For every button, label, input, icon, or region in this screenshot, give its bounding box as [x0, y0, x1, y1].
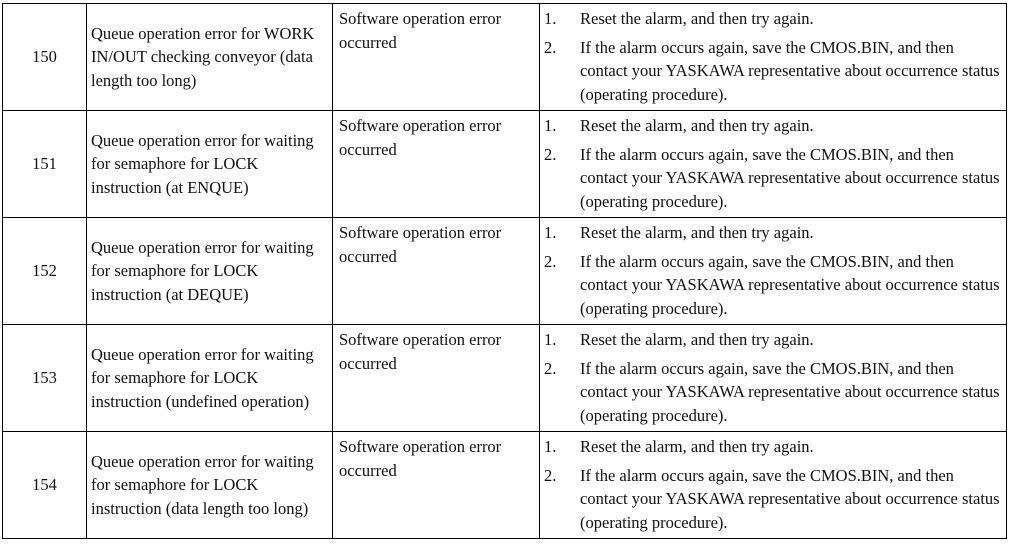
step-text: If the alarm occurs again, save the CMOS.BIN, and then contact your YASKAWA representative about occurrence status (operating procedure).	[580, 37, 1000, 104]
table-row	[3, 4, 1007, 111]
alarm-name-cell	[87, 218, 333, 325]
remedy-step	[544, 7, 1000, 31]
step-text: Reset the alarm, and then try again.	[580, 9, 814, 28]
step-text: Reset the alarm, and then try again.	[580, 330, 814, 349]
alarm-cause: Software operation error occurred	[339, 9, 502, 52]
table-row	[3, 218, 1007, 325]
step-number: 1.	[544, 116, 557, 135]
alarm-name: Queue operation error for WORK IN/OUT checking conveyor (data length too long)	[91, 23, 315, 90]
remedy-step	[544, 114, 1000, 138]
alarm-table	[2, 3, 1007, 539]
remedy-step	[544, 435, 1000, 459]
cause-cell	[333, 218, 540, 325]
step-text: If the alarm occurs again, save the CMOS.BIN, and then contact your YASKAWA representative about occurrence status (operating procedure).	[580, 144, 1000, 211]
step-number: 1.	[544, 330, 557, 349]
step-text: Reset the alarm, and then try again.	[580, 437, 814, 456]
remedy-list	[540, 325, 1006, 427]
remedy-step	[544, 250, 1000, 321]
remedy-list	[540, 432, 1006, 534]
step-text: Reset the alarm, and then try again.	[580, 223, 814, 242]
cause-cell	[333, 4, 540, 111]
step-number: 1.	[544, 223, 557, 242]
cause-cell	[333, 325, 540, 432]
remedy-cell	[540, 218, 1007, 325]
step-text: If the alarm occurs again, save the CMOS.BIN, and then contact your YASKAWA representative about occurrence status (operating procedure).	[580, 465, 1000, 532]
remedy-step	[544, 328, 1000, 352]
alarm-code: 152	[3, 218, 87, 325]
table-row	[3, 432, 1007, 539]
alarm-name: Queue operation error for waiting for semaphore for LOCK instruction (undefined operation)	[91, 344, 314, 411]
remedy-cell	[540, 432, 1007, 539]
step-number: 2.	[544, 251, 557, 271]
step-number: 1.	[544, 9, 557, 28]
alarm-name-cell	[87, 111, 333, 218]
table-row	[3, 111, 1007, 218]
remedy-cell	[540, 325, 1007, 432]
alarm-name: Queue operation error for waiting for semaphore for LOCK instruction (data length too long)	[91, 451, 314, 518]
step-number: 2.	[544, 37, 557, 57]
remedy-list	[540, 218, 1006, 320]
alarm-cause: Software operation error occurred	[339, 223, 502, 266]
remedy-list	[540, 111, 1006, 213]
remedy-step	[544, 464, 1000, 535]
step-number: 2.	[544, 465, 557, 485]
step-text: Reset the alarm, and then try again.	[580, 116, 814, 135]
remedy-cell	[540, 4, 1007, 111]
remedy-step	[544, 143, 1000, 214]
step-number: 1.	[544, 437, 557, 456]
remedy-step	[544, 221, 1000, 245]
alarm-name: Queue operation error for waiting for semaphore for LOCK instruction (at ENQUE)	[91, 130, 314, 197]
remedy-list	[540, 4, 1006, 106]
step-text: If the alarm occurs again, save the CMOS.BIN, and then contact your YASKAWA representative about occurrence status (operating procedure).	[580, 358, 1000, 425]
step-number: 2.	[544, 358, 557, 378]
step-text: If the alarm occurs again, save the CMOS.BIN, and then contact your YASKAWA representative about occurrence status (operating procedure).	[580, 251, 1000, 318]
remedy-step	[544, 36, 1000, 107]
table-row	[3, 325, 1007, 432]
alarm-code: 151	[3, 111, 87, 218]
alarm-code: 153	[3, 325, 87, 432]
alarm-code: 150	[3, 4, 87, 111]
step-number: 2.	[544, 144, 557, 164]
cause-cell	[333, 432, 540, 539]
alarm-name: Queue operation error for waiting for semaphore for LOCK instruction (at DEQUE)	[91, 237, 314, 304]
alarm-code: 154	[3, 432, 87, 539]
alarm-cause: Software operation error occurred	[339, 330, 502, 373]
remedy-step	[544, 357, 1000, 428]
alarm-cause: Software operation error occurred	[339, 437, 502, 480]
cause-cell	[333, 111, 540, 218]
alarm-name-cell	[87, 325, 333, 432]
alarm-name-cell	[87, 4, 333, 111]
alarm-cause: Software operation error occurred	[339, 116, 502, 159]
remedy-cell	[540, 111, 1007, 218]
alarm-name-cell	[87, 432, 333, 539]
